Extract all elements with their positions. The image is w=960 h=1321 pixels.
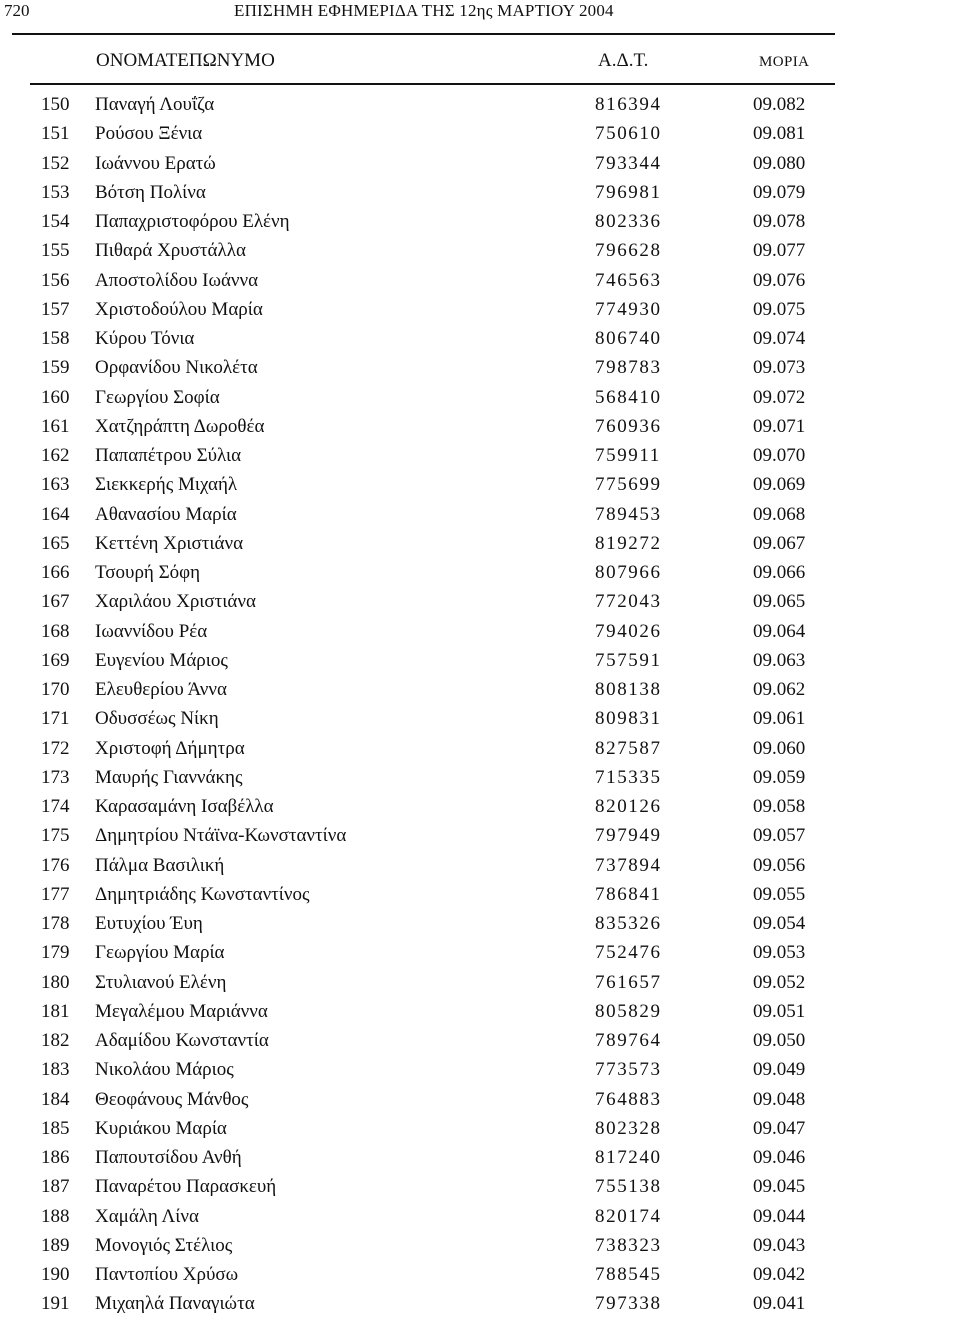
row-number: 157 xyxy=(41,298,70,320)
row-number: 162 xyxy=(41,445,70,466)
row-adt: 797949 xyxy=(595,825,662,847)
row-number: 166 xyxy=(41,562,70,583)
row-number: 182 xyxy=(41,1030,70,1051)
row-moria: 09.052 xyxy=(753,971,806,993)
row-number: 180 xyxy=(41,971,70,993)
row-name: Μονογιός Στέλιος xyxy=(95,1234,233,1256)
row-moria: 09.060 xyxy=(753,737,806,759)
row-adt: 775699 xyxy=(595,474,662,496)
row-name: Βότση Πολίνα xyxy=(95,181,206,203)
row-name: Ευγενίου Μάριος xyxy=(95,649,228,671)
running-title: ΕΠΙΣΗΜΗ ΕΦΗΜΕΡΙΔΑ ΤΗΣ 12ης ΜΑΡΤΙΟΥ 2004 xyxy=(234,1,614,20)
row-number: 159 xyxy=(41,357,70,379)
table-row xyxy=(0,413,960,442)
row-number: 154 xyxy=(41,211,70,232)
row-moria: 09.069 xyxy=(753,474,806,496)
column-header-adt: Α.Δ.Τ. xyxy=(598,50,649,71)
row-moria: 09.065 xyxy=(753,591,806,613)
row-adt: 806740 xyxy=(595,328,662,349)
row-moria: 09.081 xyxy=(753,123,806,145)
table-row xyxy=(0,969,960,998)
table-row xyxy=(0,1144,960,1173)
row-number: 170 xyxy=(41,679,70,700)
row-moria: 09.082 xyxy=(753,94,806,115)
table-row xyxy=(0,705,960,734)
row-number: 155 xyxy=(41,240,70,262)
row-name: Ιωάννου Ερατώ xyxy=(95,152,216,174)
row-name: Χατζηράπτη Δωροθέα xyxy=(95,415,265,437)
row-number: 161 xyxy=(41,415,70,437)
table-row xyxy=(0,1027,960,1056)
row-name: Γεωργίου Μαρία xyxy=(95,942,225,964)
row-name: Σιεκκερής Μιχαήλ xyxy=(95,474,238,496)
row-name: Παπαπέτρου Σύλια xyxy=(95,445,242,466)
row-name: Μεγαλέμου Μαριάννα xyxy=(95,1000,268,1022)
row-name: Ρούσου Ξένια xyxy=(95,123,203,145)
row-number: 156 xyxy=(41,269,70,291)
row-moria: 09.066 xyxy=(753,562,806,583)
row-name: Αδαμίδου Κωνσταντία xyxy=(95,1030,269,1051)
row-moria: 09.042 xyxy=(753,1264,806,1285)
row-number: 175 xyxy=(41,825,70,847)
row-name: Δημητριάδης Κωνσταντίνος xyxy=(95,883,310,905)
row-number: 176 xyxy=(41,854,70,876)
row-number: 171 xyxy=(41,708,70,730)
column-header-rule xyxy=(30,83,835,85)
row-adt: 807966 xyxy=(595,562,662,583)
row-adt: 793344 xyxy=(595,152,662,174)
table-row xyxy=(0,208,960,237)
row-moria: 09.043 xyxy=(753,1234,806,1256)
row-adt: 759911 xyxy=(595,445,661,466)
row-number: 158 xyxy=(41,328,70,349)
row-name: Παναρέτου Παρασκευή xyxy=(95,1176,277,1198)
row-moria: 09.076 xyxy=(753,269,806,291)
row-number: 185 xyxy=(41,1117,70,1139)
row-number: 181 xyxy=(41,1000,70,1022)
row-adt: 761657 xyxy=(595,971,662,993)
row-name: Τσουρή Σόφη xyxy=(95,562,201,583)
table-row xyxy=(0,1115,960,1144)
row-adt: 746563 xyxy=(595,269,662,291)
row-number: 151 xyxy=(41,123,70,145)
table-row xyxy=(0,1290,960,1319)
row-adt: 737894 xyxy=(595,854,662,876)
row-name: Στυλιανού Ελένη xyxy=(95,971,227,993)
row-name: Θεοφάνους Μάνθος xyxy=(95,1088,249,1110)
row-name: Παπουτσίδου Ανθή xyxy=(95,1147,242,1168)
row-name: Πιθαρά Χρυστάλλα xyxy=(95,240,246,262)
row-moria: 09.080 xyxy=(753,152,806,174)
table-row xyxy=(0,998,960,1027)
table-row xyxy=(0,267,960,296)
row-number: 184 xyxy=(41,1088,70,1110)
row-number: 172 xyxy=(41,737,70,759)
row-moria: 09.055 xyxy=(753,883,806,905)
table-row xyxy=(0,852,960,881)
row-number: 165 xyxy=(41,532,70,554)
table-row xyxy=(0,764,960,793)
row-moria: 09.068 xyxy=(753,503,806,525)
row-name: Κυριάκου Μαρία xyxy=(95,1117,227,1139)
row-moria: 09.047 xyxy=(753,1117,806,1139)
row-number: 168 xyxy=(41,620,70,642)
row-moria: 09.046 xyxy=(753,1147,806,1168)
row-adt: 774930 xyxy=(595,298,662,320)
row-name: Χαμάλη Λίνα xyxy=(95,1205,199,1227)
table-row xyxy=(0,1232,960,1261)
header-rule xyxy=(12,33,835,35)
row-moria: 09.070 xyxy=(753,445,806,466)
row-adt: 794026 xyxy=(595,620,662,642)
row-name: Γεωργίου Σοφία xyxy=(95,386,220,408)
row-adt: 789453 xyxy=(595,503,662,525)
row-name: Μαυρής Γιαννάκης xyxy=(95,766,243,788)
row-adt: 796628 xyxy=(595,240,662,262)
row-number: 150 xyxy=(41,94,70,115)
row-name: Ορφανίδου Νικολέτα xyxy=(95,357,258,379)
row-name: Ιωαννίδου Ρέα xyxy=(95,620,208,642)
table-row xyxy=(0,120,960,149)
row-adt: 819272 xyxy=(595,532,662,554)
row-moria: 09.078 xyxy=(753,211,806,232)
column-header-moria: ΜΟΡΙΑ xyxy=(759,54,810,70)
table-row xyxy=(0,296,960,325)
row-number: 183 xyxy=(41,1059,70,1081)
row-moria: 09.045 xyxy=(753,1176,806,1198)
row-moria: 09.062 xyxy=(753,679,806,700)
row-number: 169 xyxy=(41,649,70,671)
table-row xyxy=(0,822,960,851)
row-moria: 09.053 xyxy=(753,942,806,964)
row-name: Κεττένη Χριστιάνα xyxy=(95,532,244,554)
table-row xyxy=(0,442,960,471)
row-adt: 764883 xyxy=(595,1088,662,1110)
row-adt: 760936 xyxy=(595,415,662,437)
table-row xyxy=(0,354,960,383)
row-adt: 827587 xyxy=(595,737,662,759)
table-row xyxy=(0,237,960,266)
row-adt: 715335 xyxy=(595,766,662,788)
row-moria: 09.044 xyxy=(753,1205,806,1227)
row-name: Παναγή Λουΐζα xyxy=(95,94,215,115)
row-name: Κύρου Τόνια xyxy=(95,328,195,349)
row-adt: 797338 xyxy=(595,1293,662,1315)
row-moria: 09.059 xyxy=(753,766,806,788)
row-adt: 772043 xyxy=(595,591,662,613)
row-adt: 809831 xyxy=(595,708,662,730)
row-number: 191 xyxy=(41,1293,70,1315)
row-name: Αποστολίδου Ιωάννα xyxy=(95,269,259,291)
row-adt: 816394 xyxy=(595,94,662,115)
row-adt: 568410 xyxy=(595,386,662,408)
row-number: 163 xyxy=(41,474,70,496)
row-adt: 796981 xyxy=(595,181,662,203)
row-adt: 802336 xyxy=(595,211,662,232)
row-number: 177 xyxy=(41,883,70,905)
row-moria: 09.077 xyxy=(753,240,806,262)
table-row xyxy=(0,881,960,910)
row-adt: 817240 xyxy=(595,1147,662,1168)
row-name: Οδυσσέως Νίκη xyxy=(95,708,219,730)
row-number: 152 xyxy=(41,152,70,174)
row-name: Πάλμα Βασιλική xyxy=(95,854,225,876)
row-name: Νικολάου Μάριος xyxy=(95,1059,234,1081)
row-number: 179 xyxy=(41,942,70,964)
table-row xyxy=(0,384,960,413)
row-number: 153 xyxy=(41,181,70,203)
row-adt: 788545 xyxy=(595,1264,662,1285)
row-moria: 09.051 xyxy=(753,1000,806,1022)
table-row xyxy=(0,501,960,530)
row-moria: 09.057 xyxy=(753,825,806,847)
row-moria: 09.075 xyxy=(753,298,806,320)
row-adt: 808138 xyxy=(595,679,662,700)
row-number: 190 xyxy=(41,1264,70,1285)
row-moria: 09.067 xyxy=(753,532,806,554)
table-row xyxy=(0,618,960,647)
row-name: Ευτυχίου Έυη xyxy=(95,913,203,934)
row-number: 189 xyxy=(41,1234,70,1256)
table-row xyxy=(0,910,960,939)
row-moria: 09.073 xyxy=(753,357,806,379)
table-row xyxy=(0,676,960,705)
row-moria: 09.048 xyxy=(753,1088,806,1110)
row-moria: 09.058 xyxy=(753,796,806,817)
table-row xyxy=(0,325,960,354)
table-row xyxy=(0,735,960,764)
row-adt: 752476 xyxy=(595,942,662,964)
row-adt: 820174 xyxy=(595,1205,662,1227)
row-moria: 09.063 xyxy=(753,649,806,671)
table-row xyxy=(0,793,960,822)
page-header xyxy=(0,0,960,30)
row-moria: 09.061 xyxy=(753,708,806,730)
row-number: 167 xyxy=(41,591,70,613)
table-row xyxy=(0,1056,960,1085)
row-adt: 835326 xyxy=(595,913,662,934)
table-row xyxy=(0,559,960,588)
row-moria: 09.050 xyxy=(753,1030,806,1051)
row-number: 160 xyxy=(41,386,70,408)
row-number: 174 xyxy=(41,796,70,817)
table-row xyxy=(0,91,960,120)
table-row xyxy=(0,1203,960,1232)
table-row xyxy=(0,1173,960,1202)
row-adt: 738323 xyxy=(595,1234,662,1256)
row-name: Παπαχριστοφόρου Ελένη xyxy=(95,211,290,232)
row-adt: 757591 xyxy=(595,649,662,671)
row-number: 187 xyxy=(41,1176,70,1198)
row-name: Αθανασίου Μαρία xyxy=(95,503,237,525)
row-moria: 09.049 xyxy=(753,1059,806,1081)
row-adt: 773573 xyxy=(595,1059,662,1081)
row-adt: 789764 xyxy=(595,1030,662,1051)
row-moria: 09.054 xyxy=(753,913,806,934)
table-row xyxy=(0,1261,960,1290)
page-number: 720 xyxy=(4,1,30,20)
column-header-name: ΟΝΟΜΑΤΕΠΩΝΥΜΟ xyxy=(96,50,275,71)
row-adt: 802328 xyxy=(595,1117,662,1139)
row-number: 164 xyxy=(41,503,70,525)
row-adt: 805829 xyxy=(595,1000,662,1022)
row-name: Δημητρίου Ντάϊνα-Κωνσταντίνα xyxy=(95,825,347,847)
table-row xyxy=(0,150,960,179)
table-row xyxy=(0,530,960,559)
table-row xyxy=(0,179,960,208)
row-name: Παντοπίου Χρύσω xyxy=(95,1264,239,1285)
row-name: Καρασαμάνη Ισαβέλλα xyxy=(95,796,274,817)
row-moria: 09.074 xyxy=(753,328,806,349)
table-row xyxy=(0,1086,960,1115)
table-row xyxy=(0,471,960,500)
table-row xyxy=(0,647,960,676)
row-adt: 786841 xyxy=(595,883,662,905)
row-moria: 09.072 xyxy=(753,386,806,408)
row-moria: 09.064 xyxy=(753,620,806,642)
row-name: Χριστοφή Δήμητρα xyxy=(95,737,245,759)
row-adt: 820126 xyxy=(595,796,662,817)
row-number: 186 xyxy=(41,1147,70,1168)
row-adt: 755138 xyxy=(595,1176,662,1198)
row-moria: 09.041 xyxy=(753,1293,806,1315)
row-number: 178 xyxy=(41,913,70,934)
row-moria: 09.056 xyxy=(753,854,806,876)
row-name: Μιχαηλά Παναγιώτα xyxy=(95,1293,255,1315)
row-number: 188 xyxy=(41,1205,70,1227)
row-moria: 09.079 xyxy=(753,181,806,203)
row-adt: 750610 xyxy=(595,123,662,145)
row-adt: 798783 xyxy=(595,357,662,379)
row-number: 173 xyxy=(41,766,70,788)
table-row xyxy=(0,588,960,617)
table-body xyxy=(0,91,960,1320)
row-name: Χριστοδούλου Μαρία xyxy=(95,298,263,320)
table-row xyxy=(0,939,960,968)
row-moria: 09.071 xyxy=(753,415,806,437)
row-name: Χαριλάου Χριστιάνα xyxy=(95,591,256,613)
row-name: Ελευθερίου Άννα xyxy=(95,679,227,700)
